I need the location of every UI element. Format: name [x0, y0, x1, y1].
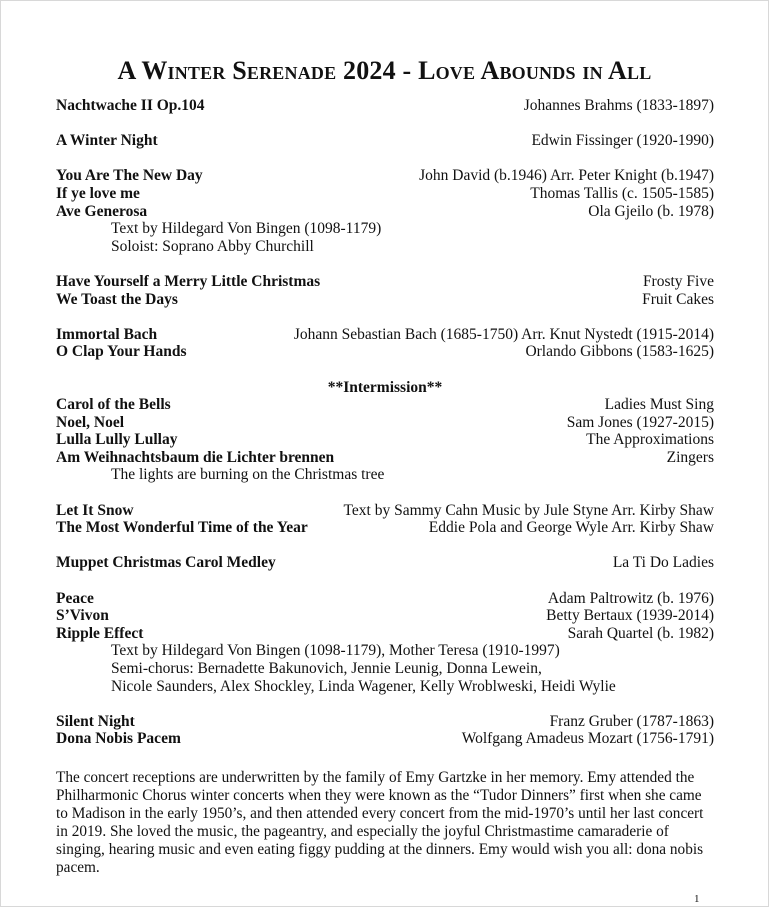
piece-text-credit: Text by Hildegard Von Bingen (1098-1179) [111, 220, 382, 238]
piece-credit: Thomas Tallis (c. 1505-1585) [530, 184, 714, 202]
piece-title: Muppet Christmas Carol Medley [56, 554, 276, 572]
program-item-svivon [56, 607, 714, 625]
program-item-winter-night [56, 132, 714, 150]
piece-credit: Ola Gjeilo (b. 1978) [588, 202, 714, 220]
piece-credit: Eddie Pola and George Wyle Arr. Kirby Shaw [428, 519, 714, 537]
program-item-peace [56, 590, 714, 608]
program-title: A Winter Serenade 2024 - Love Abounds in All [117, 56, 652, 85]
piece-credit: Edwin Fissinger (1920-1990) [531, 132, 714, 150]
piece-title: We Toast the Days [56, 290, 178, 308]
piece-title: Ave Generosa [56, 202, 148, 220]
piece-credit: Johann Sebastian Bach (1685-1750) Arr. Knut Nystedt (1915-2014) [293, 325, 714, 343]
piece-title: O Clap Your Hands [56, 343, 187, 361]
piece-credit: Franz Gruber (1787-1863) [549, 712, 714, 730]
piece-title: Silent Night [56, 712, 135, 730]
program-item-let-it-snow [56, 502, 714, 520]
program-item-weihnachtsbaum [56, 449, 714, 467]
piece-title: A Winter Night [56, 132, 158, 150]
piece-title: Let It Snow [56, 501, 134, 519]
program-item-noel-noel [56, 414, 714, 432]
piece-title: Nachtwache II Op.104 [56, 97, 205, 114]
reception-note: The concert receptions are underwritten by the family of Emy Gartzke in her memory. Emy attended the Philharmonic Chorus winter concerts when they were known as the “Tudor Dinners” first when she came to Madison in the early 1950’s, and then attended every concert from the mid-1970’s until her last concert in 2019. She loved the music, the pageantry, and especially the joyful Christmastime camaraderie of singing, hearing music and even eating figgy pudding at the dinners. Emy would wish you all: dona nobis pacem. [56, 769, 704, 877]
piece-title: You Are The New Day [56, 167, 203, 185]
piece-title: Immortal Bach [56, 325, 158, 343]
program-item-dona-nobis-pacem [56, 730, 714, 748]
piece-credit: Frosty Five [642, 272, 714, 290]
piece-credit: Sam Jones (1927-2015) [566, 413, 714, 431]
piece-semi-chorus-cont: Nicole Saunders, Alex Shockley, Linda Wagener, Kelly Wroblweski, Heidi Wylie [111, 677, 616, 695]
piece-credit: Ladies Must Sing [604, 396, 714, 414]
piece-credit: Orlando Gibbons (1583-1625) [525, 343, 714, 361]
piece-credit: Betty Bertaux (1939-2014) [546, 607, 714, 625]
piece-credit: La Ti Do Ladies [612, 554, 714, 572]
piece-credit: John David (b.1946) Arr. Peter Knight (b.1947) [419, 167, 714, 185]
program-item-immortal-bach [56, 326, 714, 344]
piece-title: Noel, Noel [56, 413, 125, 431]
piece-title: Peace [56, 589, 94, 607]
program-item-carol-of-the-bells [56, 396, 714, 414]
program-item-nachtwache [56, 97, 714, 115]
piece-title: The Most Wonderful Time of the Year [56, 519, 308, 537]
piece-text-credit: Text by Hildegard Von Bingen (1098-1179), Mother Teresa (1910-1997) [111, 642, 560, 660]
piece-title: Lulla Lully Lullay [56, 431, 178, 449]
piece-credit: Johannes Brahms (1833-1897) [523, 97, 714, 114]
piece-title: If ye love me [56, 184, 140, 202]
piece-soloist: Soloist: Soprano Abby Churchill [111, 237, 314, 255]
program-item-most-wonderful-time [56, 519, 714, 537]
piece-title: Am Weihnachtsbaum die Lichter brennen [56, 448, 335, 466]
program-item-new-day [56, 167, 714, 185]
piece-title: Carol of the Bells [56, 396, 171, 414]
piece-translation: The lights are burning on the Christmas tree [111, 466, 385, 484]
program-list [56, 97, 714, 748]
program-item-if-ye-love-me [56, 185, 714, 203]
piece-credit: The Approximations [586, 431, 714, 449]
piece-credit: Fruit Cakes [642, 290, 714, 308]
program-item-ave-generosa [56, 203, 714, 221]
piece-credit: Adam Paltrowitz (b. 1976) [547, 589, 714, 607]
program-item-lulla-lully-lullay [56, 431, 714, 449]
program-item-silent-night [56, 713, 714, 731]
program-item-ripple-effect [56, 625, 714, 643]
piece-credit: Text by Sammy Cahn Music by Jule Styne Arr. Kirby Shaw [343, 501, 714, 519]
program-item-toast-the-days [56, 291, 714, 309]
piece-title: Have Yourself a Merry Little Christmas [56, 272, 321, 290]
piece-credit: Wolfgang Amadeus Mozart (1756-1791) [461, 730, 714, 748]
piece-title: Dona Nobis Pacem [56, 730, 181, 748]
program-item-muppet-medley [56, 554, 714, 572]
piece-credit: Zingers [666, 448, 714, 466]
piece-semi-chorus: Semi-chorus: Bernadette Bakunovich, Jennie Leunig, Donna Lewein, [111, 660, 542, 677]
piece-title: Ripple Effect [56, 624, 144, 642]
program-item-clap-your-hands [56, 343, 714, 361]
piece-title: S’Vivon [56, 607, 109, 625]
page-number: 1 [694, 893, 700, 905]
piece-credit: Sarah Quartel (b. 1982) [567, 624, 714, 642]
intermission-label: **Intermission** [327, 378, 443, 396]
program-item-merry-little-christmas [56, 273, 714, 291]
